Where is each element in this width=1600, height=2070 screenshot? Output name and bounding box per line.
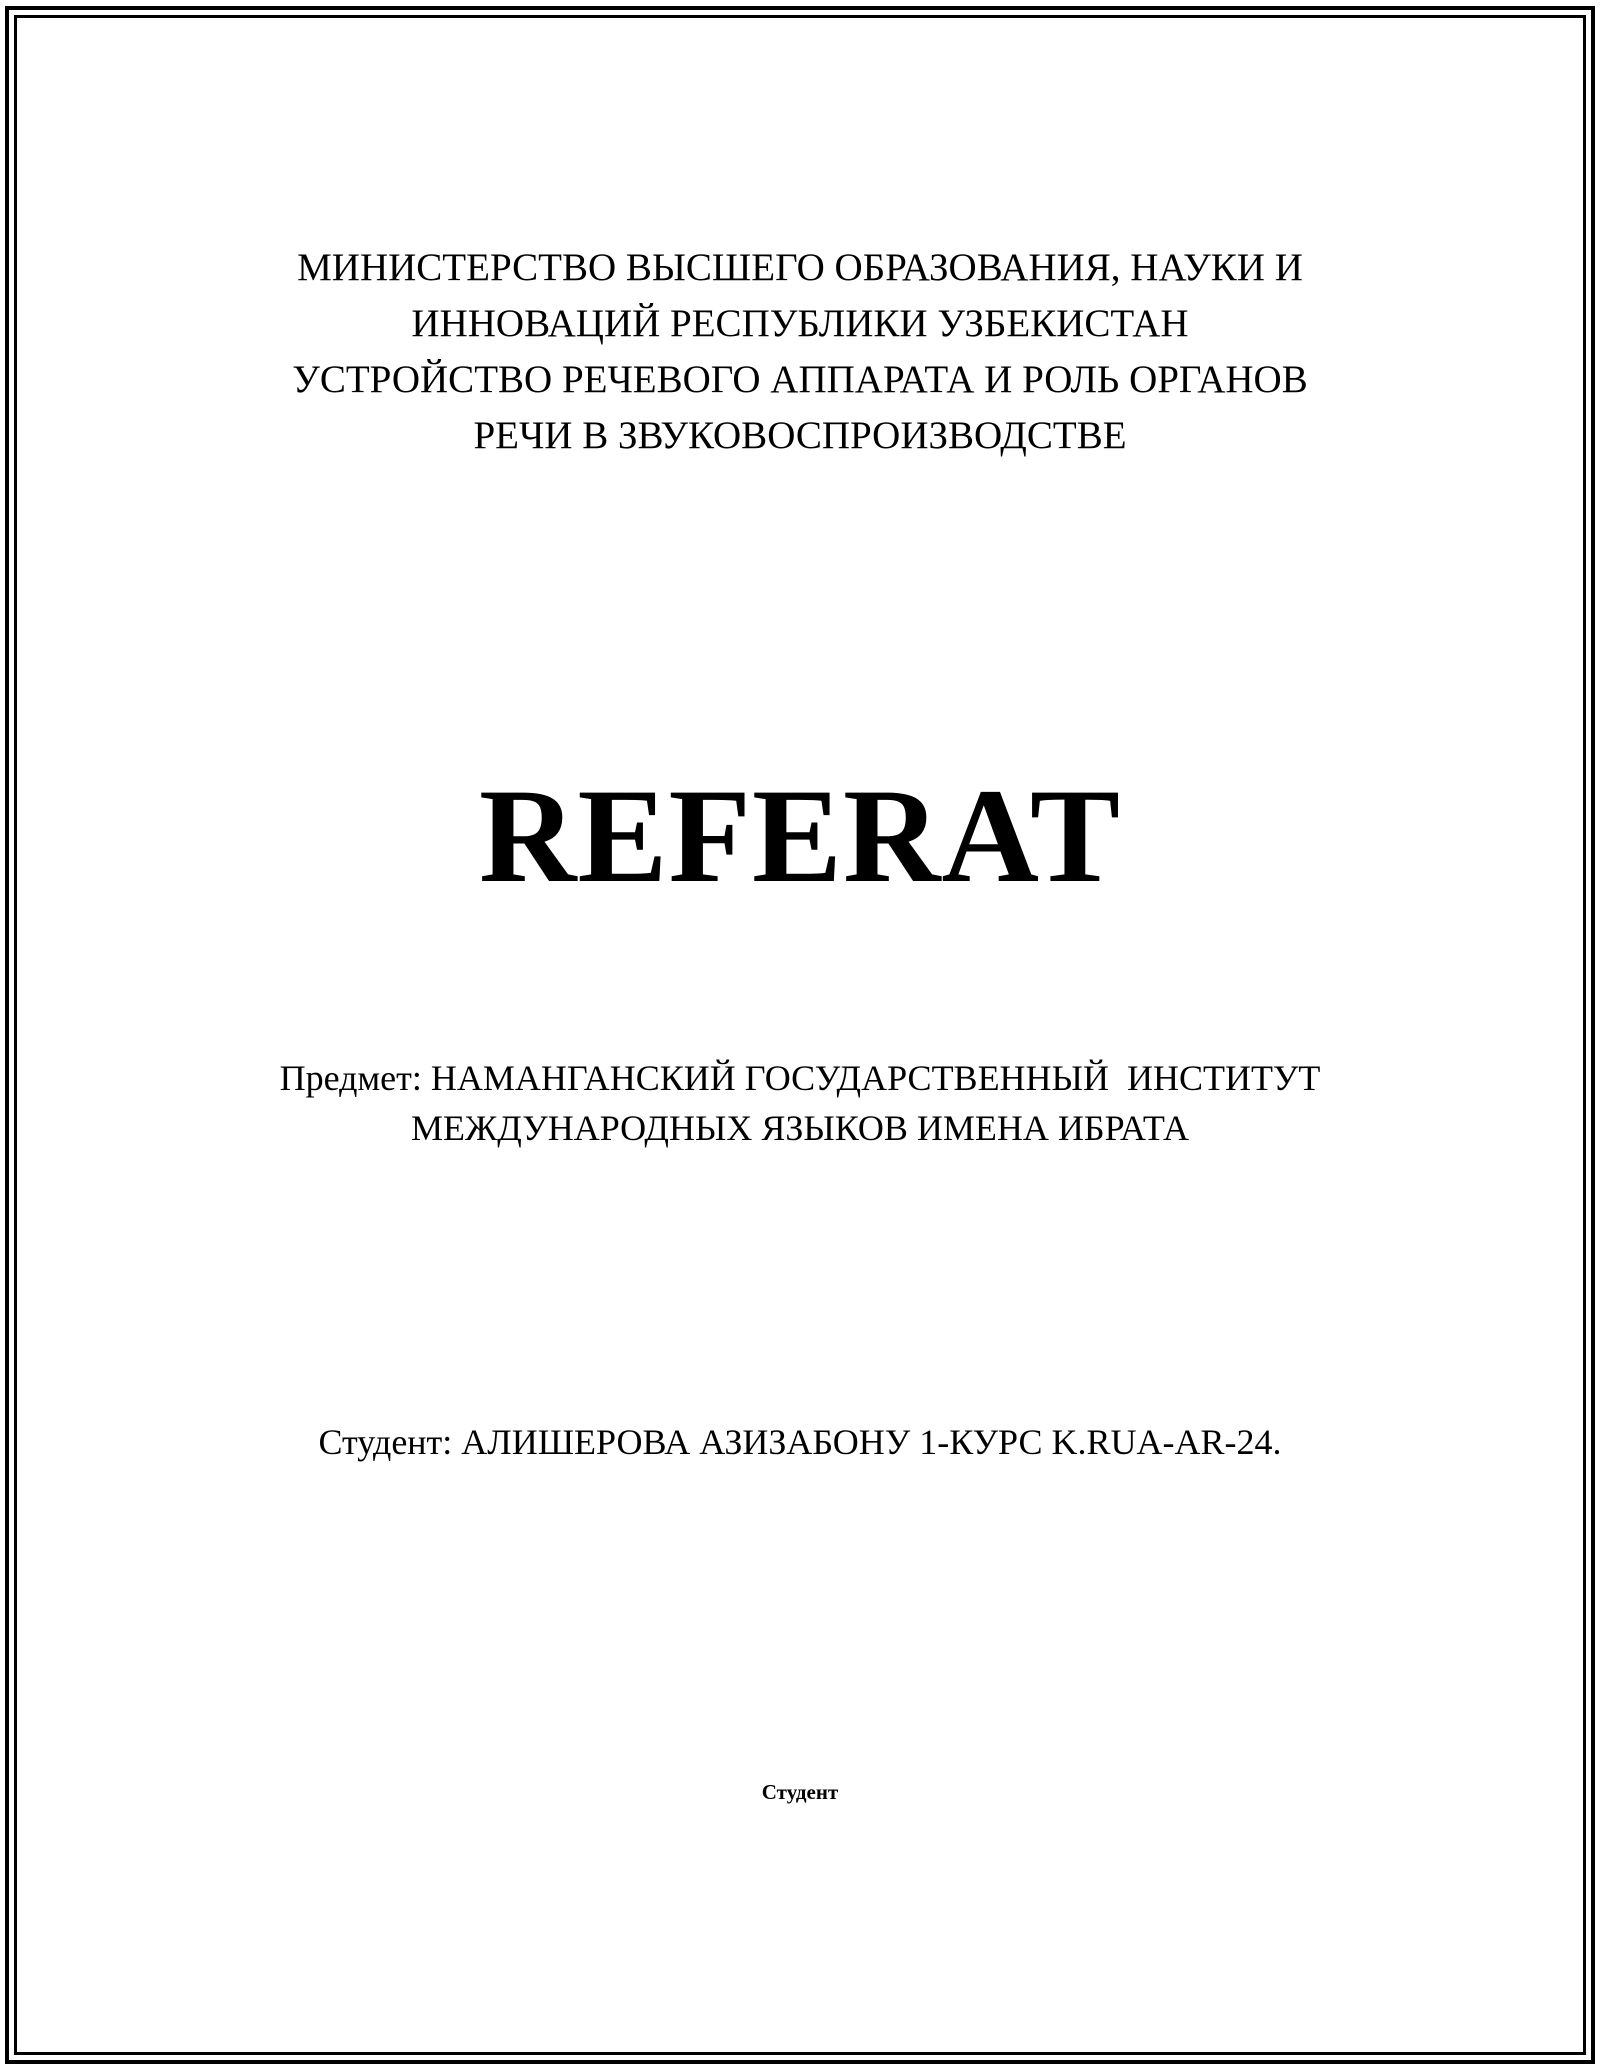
- student-info: Студент: АЛИШЕРОВА АЗИЗАБОНУ 1-КУРС K.RUA-AR-24.: [318, 1422, 1282, 1462]
- document-title: REFERAT: [478, 762, 1122, 911]
- ministry-header: [0, 240, 1600, 464]
- header-line: УСТРОЙСТВО РЕЧЕВОГО АППАРАТА И РОЛЬ ОРГАНОВ: [292, 358, 1308, 401]
- subject-line: МЕЖДУНАРОДНЫХ ЯЗЫКОВ ИМЕНА ИБРАТА: [410, 1108, 1190, 1148]
- footer-student-label: Студент: [761, 1780, 839, 1804]
- header-line: РЕЧИ В ЗВУКОВОСПРОИЗВОДСТВЕ: [473, 414, 1127, 457]
- subject-line: Предмет: НАМАНГАНСКИЙ ГОСУДАРСТВЕННЫЙ ИНСТИТУТ: [279, 1058, 1321, 1098]
- header-line: МИНИСТЕРСТВО ВЫСШЕГО ОБРАЗОВАНИЯ, НАУКИ И: [297, 246, 1303, 289]
- subject-block: [0, 1053, 1600, 1153]
- header-line: ИННОВАЦИЙ РЕСПУБЛИКИ УЗБЕКИСТАН: [411, 302, 1189, 345]
